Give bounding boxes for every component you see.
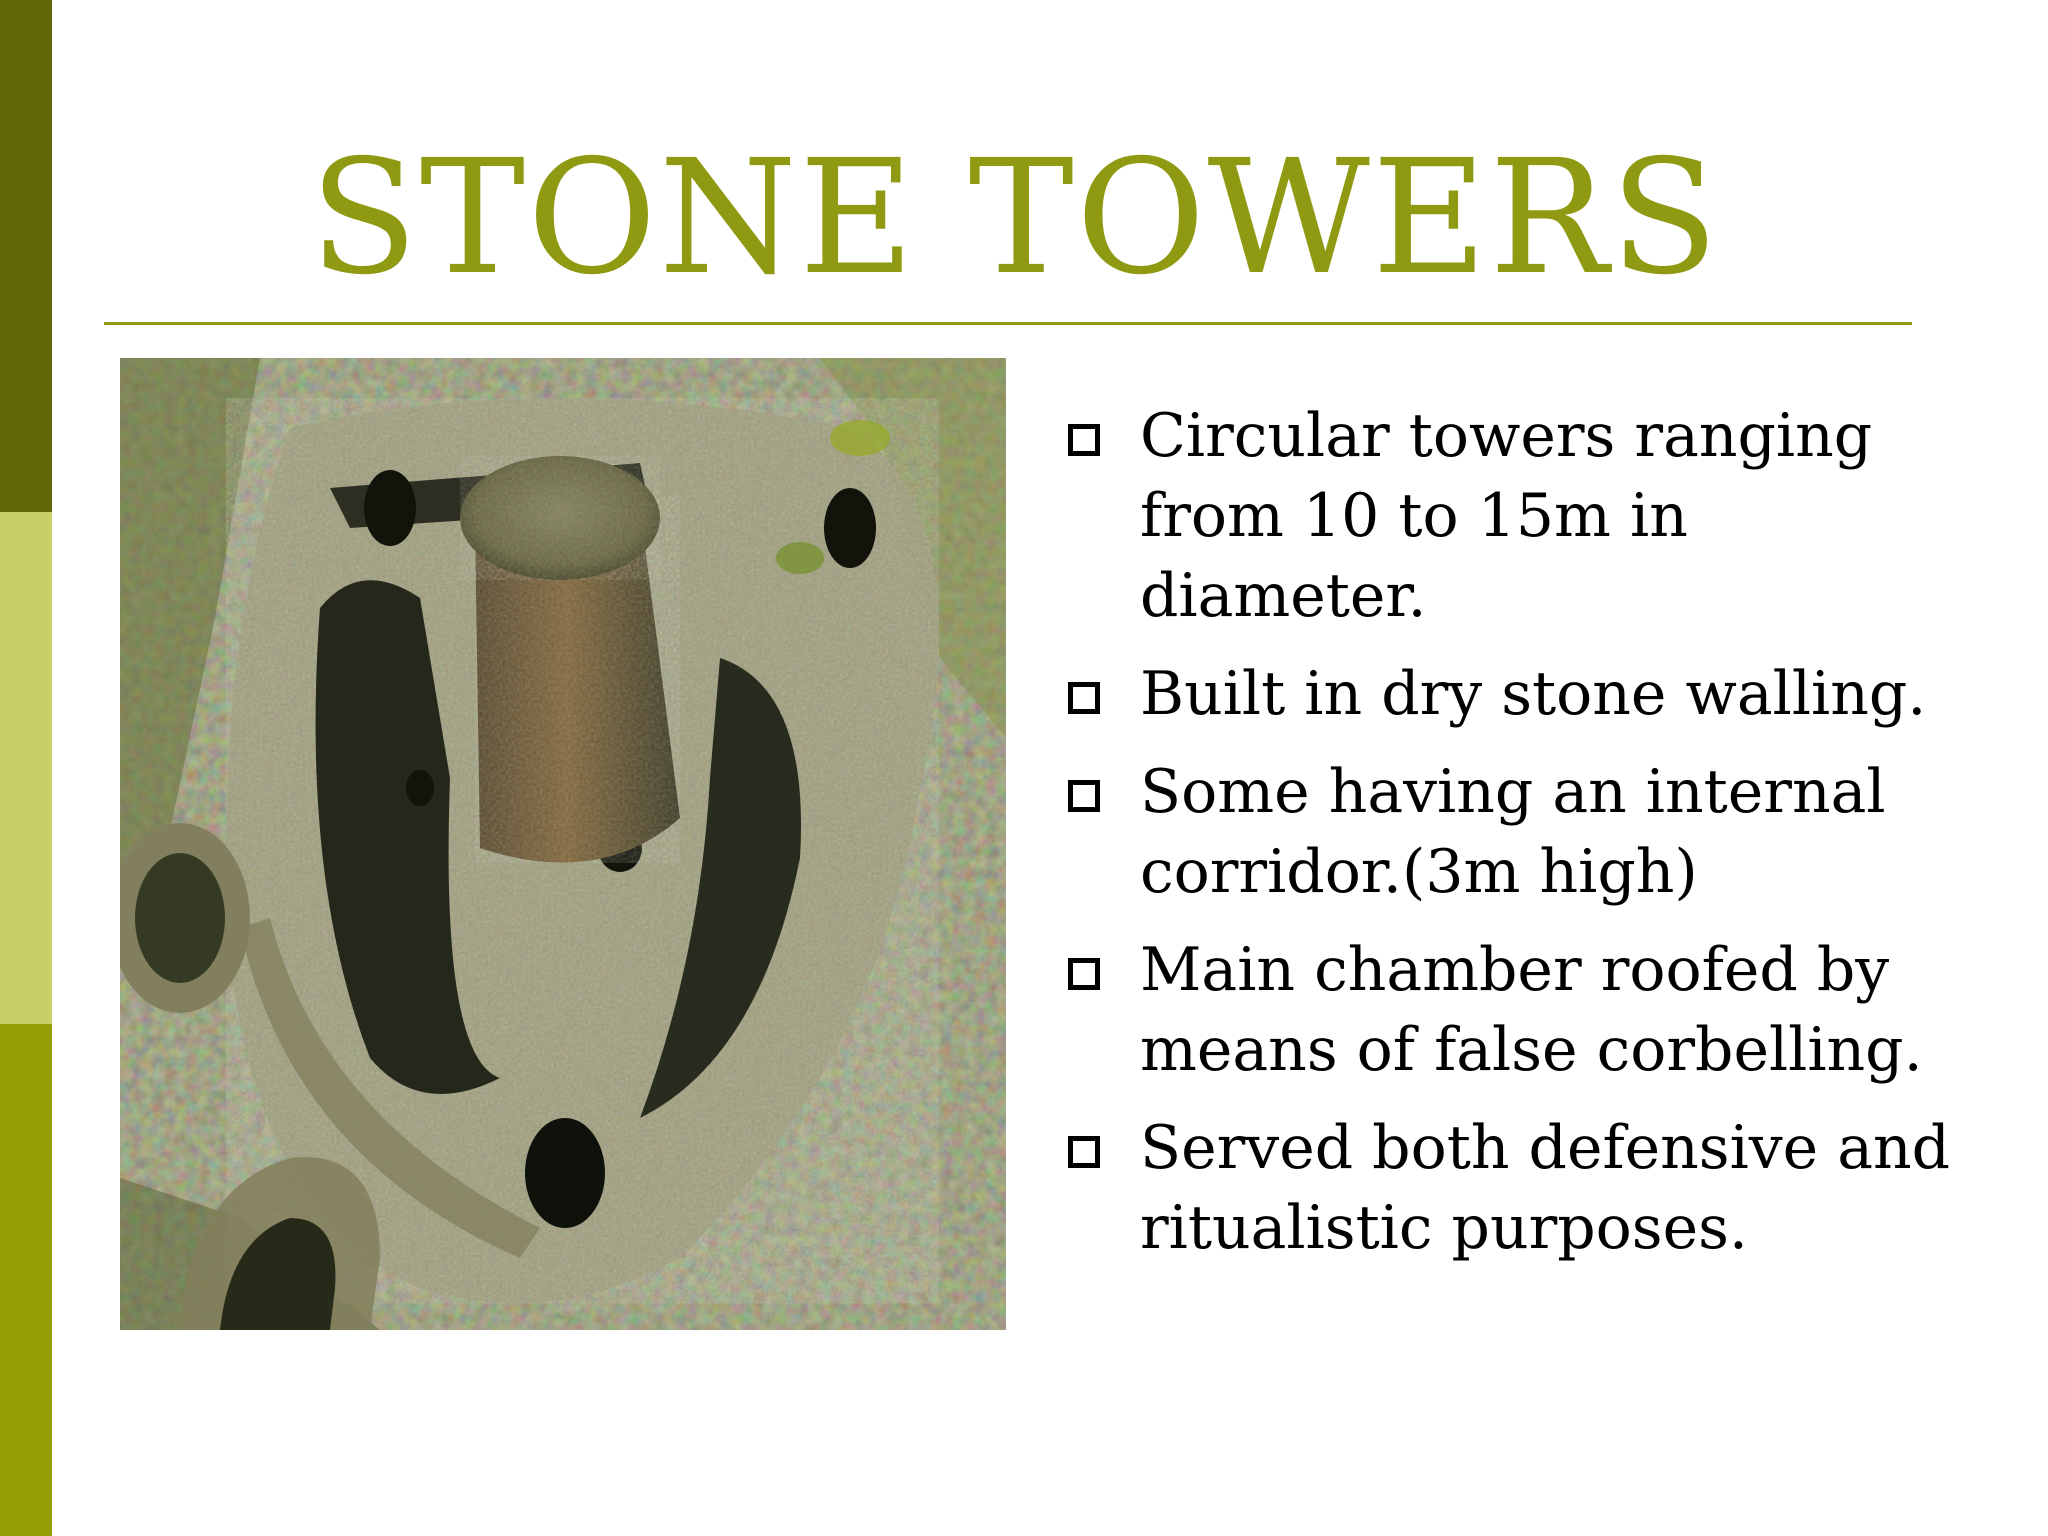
bullet-list (1066, 396, 1966, 1286)
side-band-middle (0, 512, 52, 1024)
square-bullet-icon (1068, 1136, 1100, 1168)
side-band-top (0, 0, 52, 512)
bullet-item (1066, 654, 1966, 734)
stone-tower-aerial-photo (120, 358, 1006, 1330)
bullet-item (1066, 930, 1966, 1090)
side-band-bottom (0, 1024, 52, 1536)
slide-title: STONE TOWERS (309, 126, 1721, 310)
bullet-text: Main chamber roofed by means of false corbelling. (1140, 935, 1923, 1085)
bullet-text: Served both defensive and ritualistic purposes. (1140, 1113, 1951, 1263)
bullet-item (1066, 396, 1966, 636)
square-bullet-icon (1068, 424, 1100, 456)
bullet-text: Circular towers ranging from 10 to 15m in diameter. (1140, 401, 1873, 631)
title-divider (104, 322, 1912, 325)
square-bullet-icon (1068, 682, 1100, 714)
side-decoration-bar (0, 0, 52, 1536)
square-bullet-icon (1068, 958, 1100, 990)
square-bullet-icon (1068, 780, 1100, 812)
bullet-item (1066, 1108, 1966, 1268)
bullet-text: Built in dry stone walling. (1140, 659, 1927, 729)
bullet-text: Some having an internal corridor.(3m high) (1140, 757, 1886, 907)
bullet-item (1066, 752, 1966, 912)
